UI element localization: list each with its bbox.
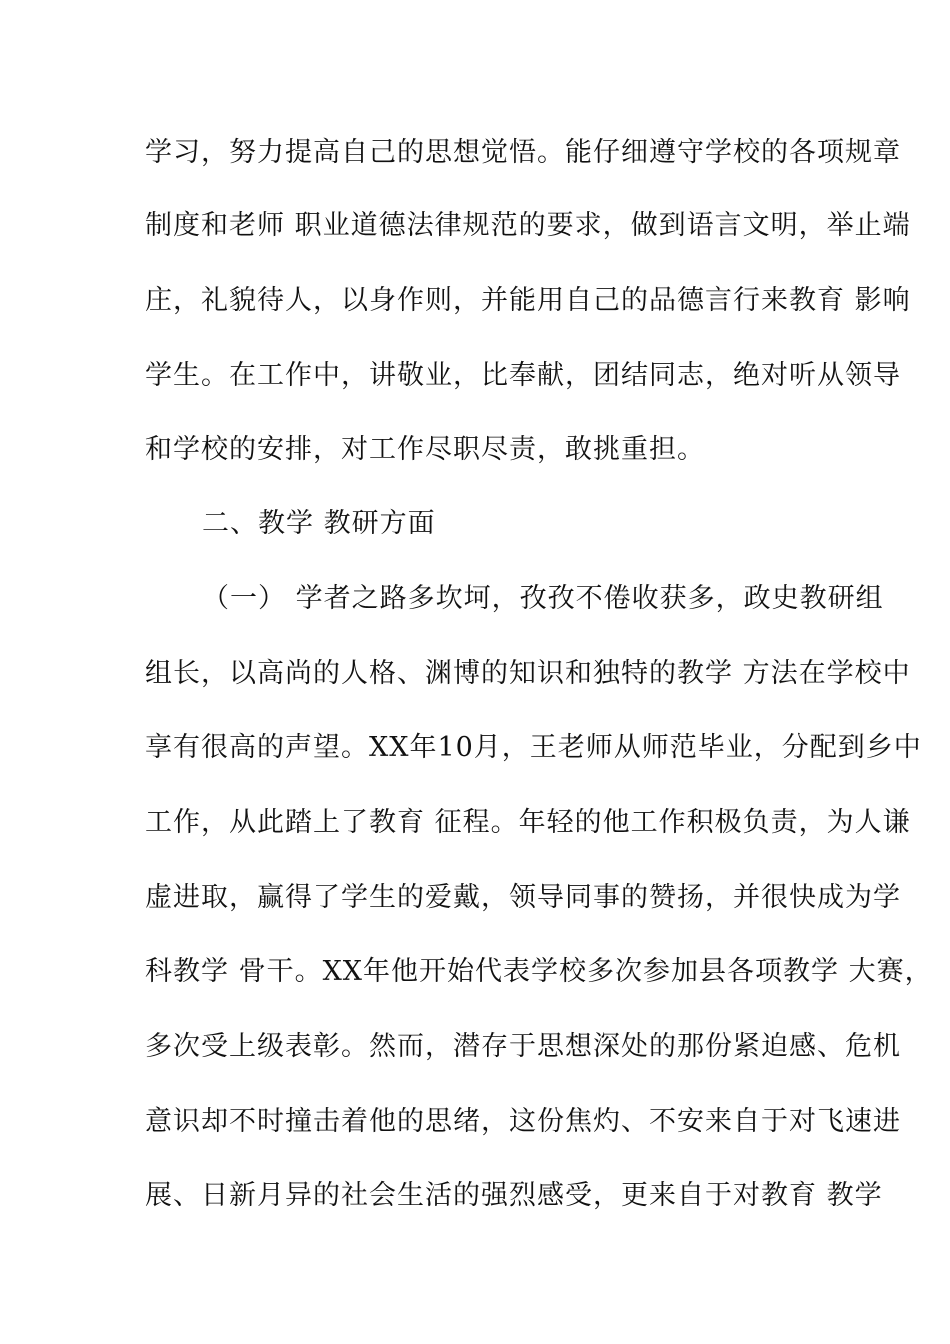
body-text-line: 制度和老师 职业道德法律规范的要求，做到语言文明，举止端 — [145, 210, 911, 241]
body-text-line: 虚进取，赢得了学生的爱戴，领导同事的赞扬，并很快成为学 — [145, 882, 901, 913]
body-text-line: 学习，努力提高自己的思想觉悟。能仔细遵守学校的各项规章 — [145, 137, 901, 168]
body-text-line: 和学校的安排，对工作尽职尽责，敢挑重担。 — [145, 434, 705, 465]
body-text-line: 学生。在工作中，讲敬业，比奉献，团结同志，绝对听从领导 — [145, 360, 901, 391]
body-text-line: 多次受上级表彰。然而，潜存于思想深处的那份紧迫感、危机 — [145, 1031, 901, 1062]
body-text-line: 享有很高的声望。XX年10月，王老师从师范毕业，分配到乡中 — [145, 732, 922, 763]
body-text-line: 意识却不时撞击着他的思绪，这份焦灼、不安来自于对飞速进 — [145, 1106, 901, 1137]
section-heading: 二、教学 教研方面 — [202, 508, 436, 539]
body-text-line: 工作，从此踏上了教育 征程。年轻的他工作积极负责，为人谦 — [145, 807, 911, 838]
paragraph-first-line: （一） 学者之路多坎坷，孜孜不倦收获多，政史教研组 — [202, 583, 884, 614]
body-text-line: 庄，礼貌待人，以身作则，并能用自己的品德言行来教育 影响 — [145, 285, 911, 316]
body-text-line: 科教学 骨干。XX年他开始代表学校多次参加县各项教学 大赛， — [145, 956, 933, 987]
body-text-line: 组长，以高尚的人格、渊博的知识和独特的教学 方法在学校中 — [145, 658, 911, 689]
body-text-line: 展、日新月异的社会生活的强烈感受，更来自于对教育 教学 — [145, 1180, 883, 1211]
